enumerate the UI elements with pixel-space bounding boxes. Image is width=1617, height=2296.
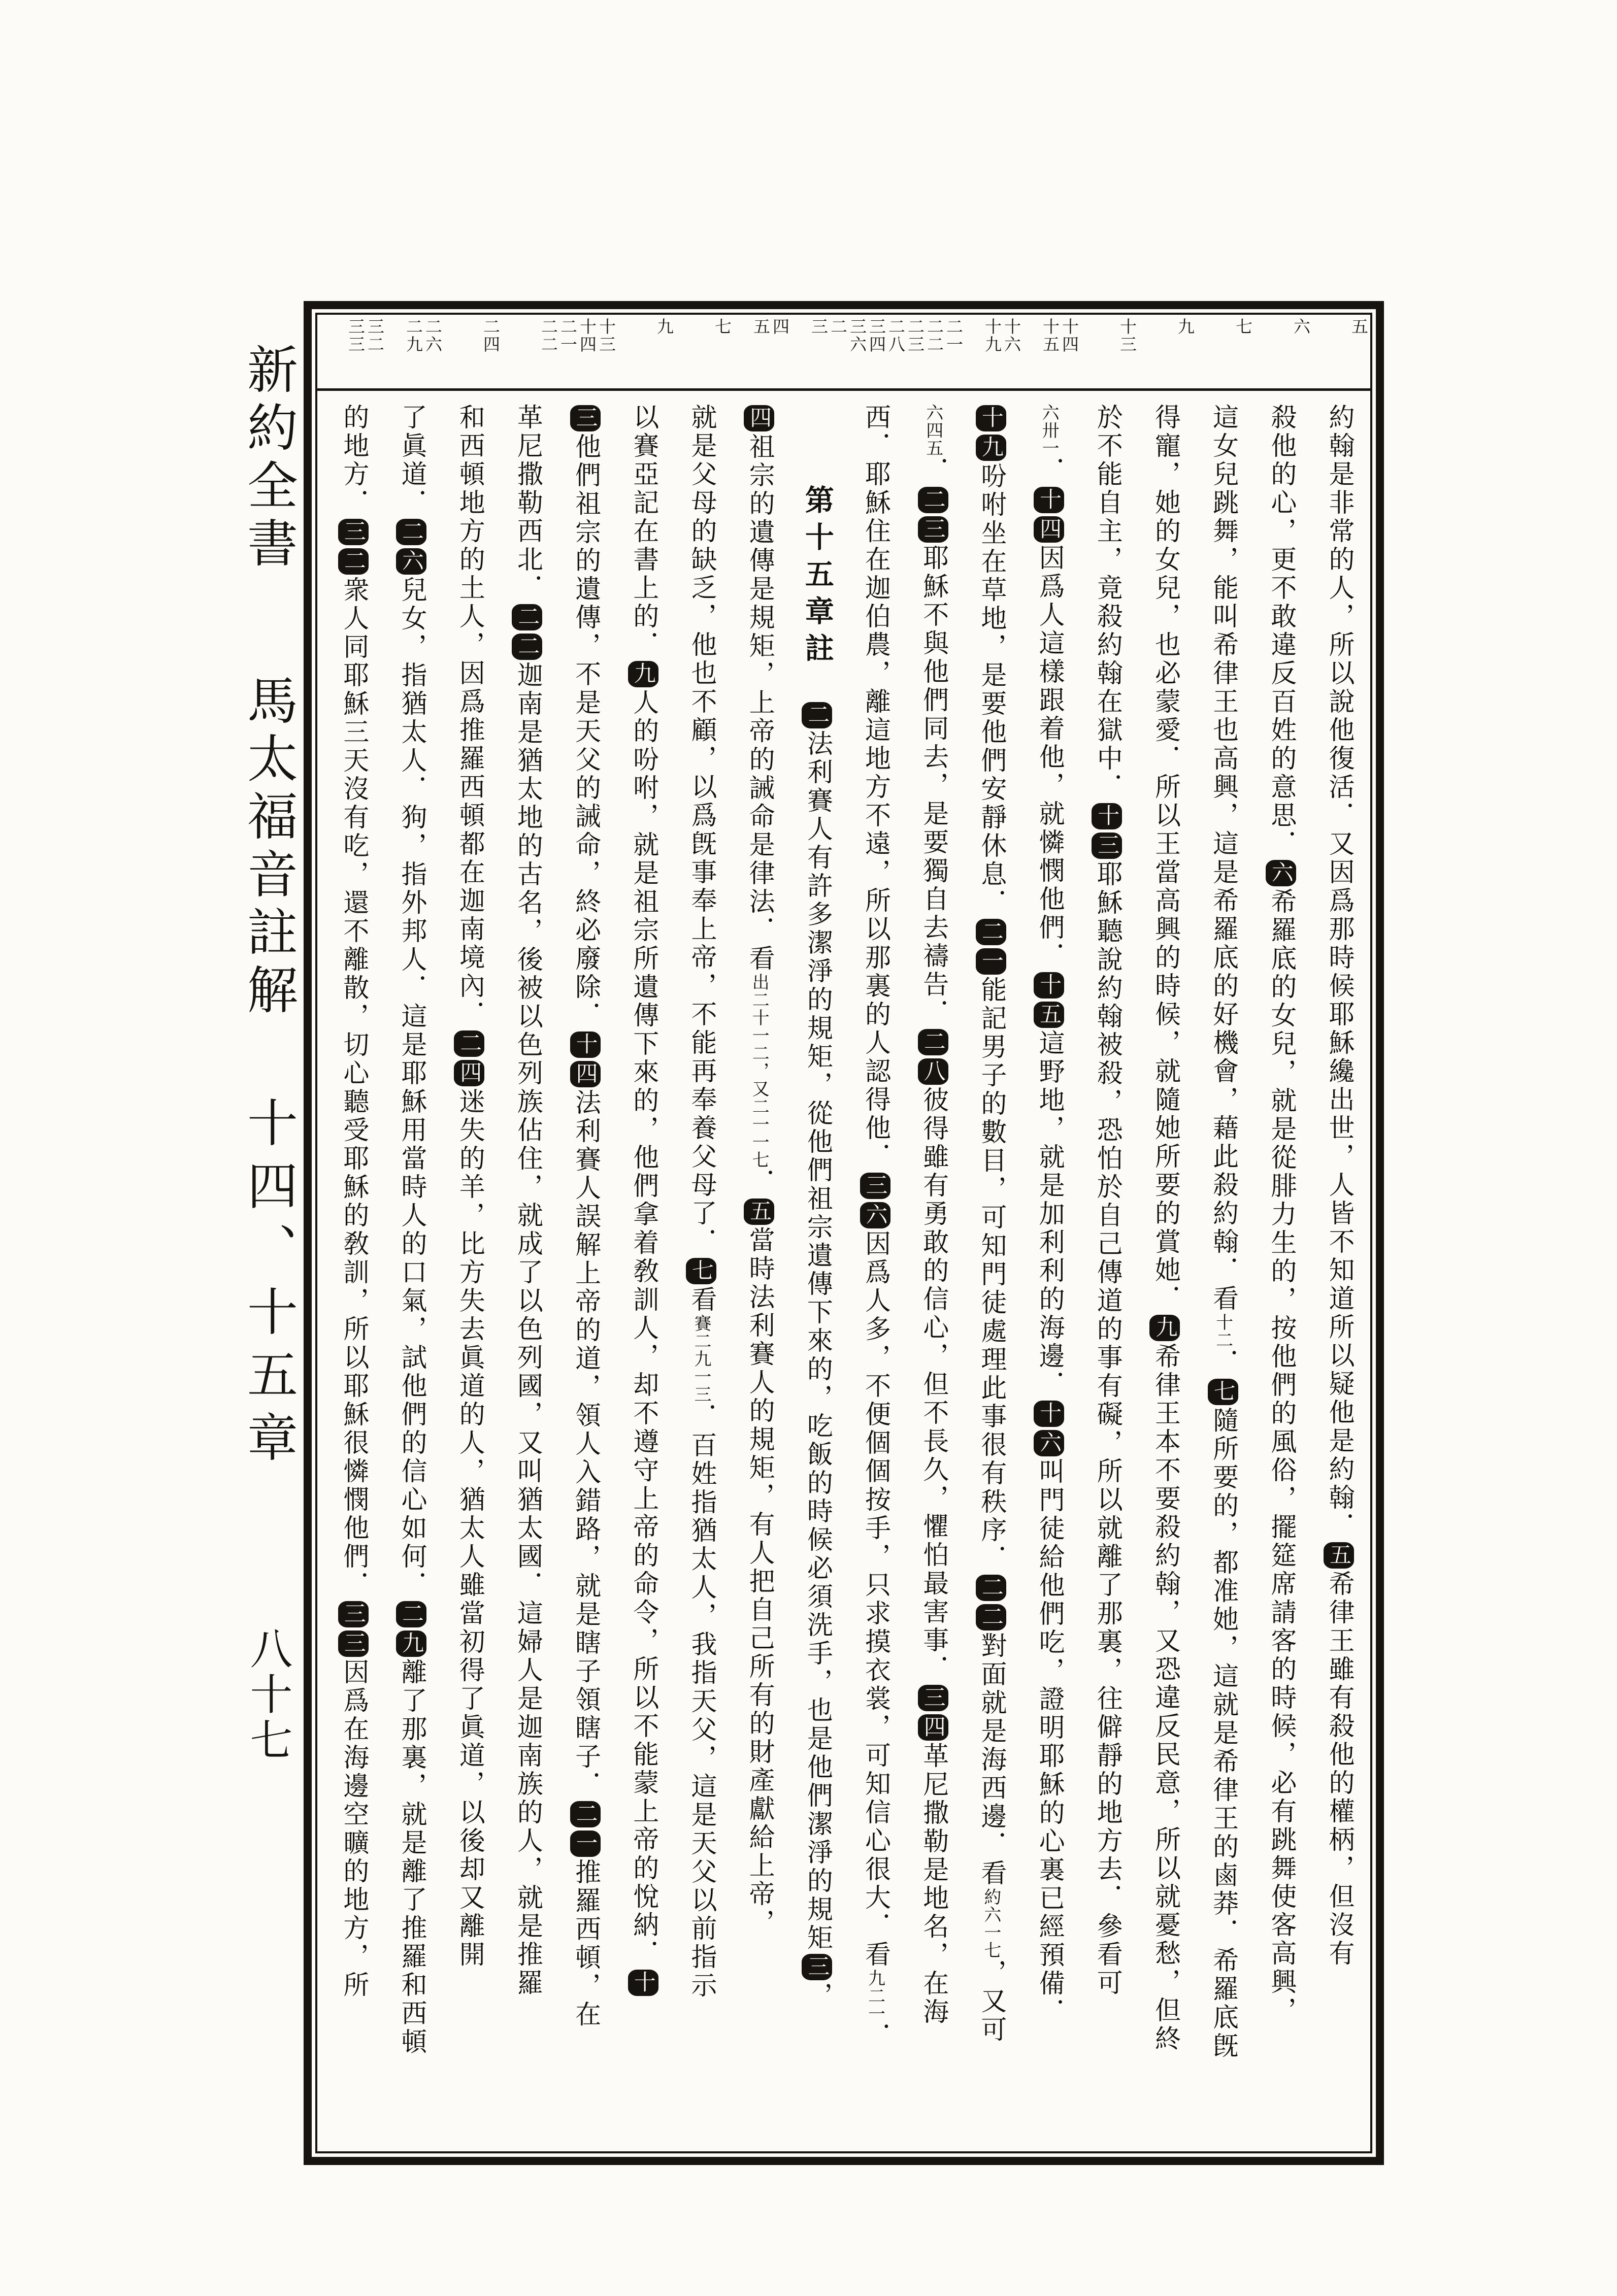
verse-header-cell — [1310, 318, 1368, 388]
verse-number-badge: 十 — [1034, 487, 1064, 513]
verse-header-number: 六 — [1291, 318, 1311, 336]
verse-number-badge: 六 — [1034, 1430, 1064, 1456]
commentary-column: 四祖宗的遺傳是規矩，上帝的誡命是律法．看出二十一二，又二一一七．五當時法利賽人的規矩，有人把自己所有的財產獻給上帝， — [744, 406, 775, 1937]
verse-number-badge: 三 — [570, 405, 601, 431]
verse-number-badge: 十 — [976, 405, 1006, 431]
verse-number-badge: 四 — [744, 405, 774, 431]
verse-number-badge: 二 — [512, 634, 542, 660]
commentary-column: 六四五．二三耶穌不與他們同去，是要獨自去禱告．二八彼得雖有勇敢的信心，但不長久，懼怕最害事．三四革尼撒勒是地名，在海 — [918, 404, 948, 2026]
verse-number-badge: 八 — [918, 1058, 948, 1085]
verse-header-number: 十三 — [597, 318, 616, 353]
verse-number-badge: 六 — [860, 1202, 890, 1228]
verse-header-cell — [558, 318, 616, 388]
verse-header-number: 十九 — [982, 318, 1002, 353]
verse-header-cell — [442, 318, 500, 388]
commentary-column: 革尼撒勒西北．二二迦南是猶太地的古名，後被以色列族佔住，就成了以色列國，又叫猶太國．這婦人是迦南族的人，就是推羅 — [512, 404, 543, 1998]
verse-number-badge: 三 — [918, 516, 948, 543]
verse-number-badge: 二 — [976, 1575, 1006, 1601]
commentary-column: 這女兒跳舞，能叫希律王也高興，這是希羅底的好機會，藉此殺約翰．看十二．七隨所要的，都准她，這就是希律王的鹵莽．希羅底旣 — [1208, 404, 1238, 2060]
cross-reference: 出二十一二，又二一一七 — [749, 973, 770, 1169]
commentary-column: 了眞道．二六兒女，指猶太人．狗，指外邦人．這是耶穌用當時人的口氣，試他們的信心如何．二九離了那裏，就是離了推羅和西頓 — [397, 404, 426, 2056]
verse-number-badge: 二 — [918, 1029, 948, 1055]
commentary-column: 以賽亞記在書上的．九人的吩咐，就是祖宗所遺傳下來的，他們拿着敎訓人，却不遵守上帝的命令，所以不能蒙上帝的悅納．十 — [628, 404, 658, 1995]
commentary-column: 於不能自主，竟殺約翰在獄中．十三耶穌聽說約翰被殺，恐怕於自己傳道的事有礙，所以就離了那裏，往僻靜的地方去．參看可 — [1092, 404, 1123, 1998]
verse-header-cell — [1137, 318, 1195, 388]
verse-header-cell — [905, 318, 963, 388]
verse-header-number: 二二 — [925, 318, 944, 353]
verse-number-badge: 三 — [1092, 833, 1122, 859]
cross-reference: 十二 — [1212, 1313, 1233, 1349]
verse-number-badge: 二 — [976, 919, 1006, 945]
chapter-range: 十四、十五章 — [239, 1096, 298, 1474]
verse-header-number: 九 — [1175, 318, 1195, 336]
verse-header-cell — [326, 318, 384, 388]
verse-header-row — [317, 315, 1370, 391]
series-title: 新約全書 — [239, 343, 298, 575]
commentary-column: 第十五章註二法利賽人有許多潔淨的規矩，從他們祖宗遺傳下來的，吃飯的時候必須洗手，也是他們潔淨的規矩三， — [800, 485, 835, 2010]
commentary-column: 就是父母的缺乏，他也不顧，以爲旣事奉上帝，不能再奉養父母了．七看賽二九一三．百姓指猶太人，我指天父，這是天父以前指示 — [686, 404, 716, 2000]
commentary-column: 六卅一．十四因爲人這樣跟着他，就憐憫他們．十五這野地，就是加利利的海邊．十六叫門徒給他們吃，證明耶穌的心裏已經預備． — [1034, 404, 1065, 2026]
verse-number-badge: 二 — [512, 604, 542, 630]
verse-header-number: 十四 — [577, 318, 597, 353]
verse-number-badge: 三 — [338, 1601, 369, 1627]
verse-number-badge: 九 — [976, 435, 1006, 461]
verse-number-badge: 五 — [1324, 1542, 1354, 1569]
chapter-heading: 第十五章註 — [800, 485, 835, 670]
verse-number-badge: 二 — [976, 1604, 1006, 1631]
verse-header-number: 五 — [751, 318, 771, 336]
verse-number-badge: 四 — [570, 1061, 601, 1087]
verse-number-badge: 六 — [1266, 860, 1296, 886]
verse-number-badge: 十 — [570, 1031, 601, 1058]
commentary-columns — [317, 393, 1370, 2151]
verse-header-cell — [1195, 318, 1252, 388]
verse-number-badge: 二 — [396, 519, 426, 545]
verse-number-badge: 三 — [802, 1954, 832, 1980]
frame-inner-rule — [315, 313, 1372, 2153]
verse-header-number: 三二 — [365, 318, 385, 353]
verse-number-badge: 十 — [1034, 972, 1064, 999]
cross-reference: 六卅一 — [1039, 404, 1060, 457]
verse-header-number: 四 — [770, 318, 790, 336]
verse-header-number: 三三 — [346, 318, 366, 353]
commentary-column: 西．耶穌住在迦伯農，離這地方不遠，所以那裏的人認得他．三六因爲人多，不便個個按手，只求摸衣裳，可知信心很大．看九二一． — [860, 404, 890, 2051]
verse-number-badge: 九 — [1149, 1315, 1180, 1341]
verse-header-number: 五 — [1349, 318, 1369, 336]
verse-number-badge: 九 — [628, 661, 658, 687]
verse-number-badge: 七 — [686, 1258, 716, 1284]
verse-number-badge: 三 — [338, 1631, 369, 1657]
verse-number-badge: 四 — [918, 1714, 948, 1741]
margin-title-column — [235, 343, 300, 2069]
verse-header-number: 十三 — [1117, 318, 1137, 353]
verse-number-badge: 二 — [570, 1801, 601, 1827]
book-title: 馬太福音註解 — [239, 674, 298, 1021]
verse-header-cell — [616, 318, 674, 388]
commentary-column: 殺他的心，更不敢違反百姓的意思．六希羅底的女兒，就是從腓力生的，按他們的風俗，擺筵席請客的時候，必有跳舞使客高興， — [1266, 404, 1296, 2025]
verse-number-badge: 四 — [454, 1060, 484, 1086]
verse-header-number: 二 — [828, 318, 848, 336]
verse-header-number: 二二 — [539, 318, 558, 353]
verse-header-number: 二六 — [423, 318, 443, 353]
verse-header-number: 二四 — [481, 318, 501, 353]
commentary-column: 和西頓地方的土人，因爲推羅西頓都在迦南境內．二四迷失的羊，比方失去眞道的人，猶太人雖當初得了眞道，以後却又離開 — [454, 404, 485, 1969]
verse-header-cell — [384, 318, 442, 388]
verse-number-badge: 三 — [918, 1685, 948, 1711]
verse-header-cell — [847, 318, 905, 388]
cross-reference: 約六一七 — [980, 1888, 1001, 1959]
verse-number-badge: 十 — [1092, 803, 1122, 829]
verse-header-cell — [1021, 318, 1079, 388]
commentary-column: 十九吩咐坐在草地，是要他們安靜休息．二一能記男子的數目，可知門徒處理此事很有秩序．二二對面就是海西邊．看約六一七，又可 — [976, 406, 1006, 2044]
verse-header-cell — [732, 318, 789, 388]
verse-number-badge: 十 — [1034, 1401, 1064, 1427]
verse-number-badge: 五 — [744, 1199, 774, 1225]
verse-header-cell — [963, 318, 1021, 388]
verse-header-number: 十四 — [1060, 318, 1079, 353]
verse-header-number: 七 — [1233, 318, 1253, 336]
commentary-column: 約翰是非常的人，所以說他復活．又因爲那時候耶穌纔出世，人皆不知道所以疑他是約翰．五希律王雖有殺他的權柄，但沒有 — [1324, 404, 1354, 1968]
verse-number-badge: 二 — [454, 1030, 484, 1057]
commentary-column: 三他們祖宗的遺傳，不是天父的誡命，終必廢除．十四法利賽人誤解上帝的道，領人入錯路，就是瞎子領瞎子．二一推羅西頓，在 — [570, 406, 601, 2029]
verse-header-number: 二三 — [905, 318, 925, 353]
verse-header-number: 二一 — [944, 318, 964, 353]
page-number: 八十七 — [243, 1626, 293, 1763]
verse-number-badge: 十 — [628, 1970, 658, 1996]
verse-header-cell — [1079, 318, 1137, 388]
cross-reference: 九二一 — [865, 1969, 885, 2022]
cross-reference: 賽二九一三 — [690, 1314, 711, 1403]
verse-number-badge: 九 — [396, 1631, 426, 1657]
verse-header-number: 三六 — [847, 318, 867, 353]
verse-header-number: 二八 — [886, 318, 906, 353]
verse-header-number: 二九 — [404, 318, 423, 353]
verse-number-badge: 四 — [1034, 516, 1064, 543]
verse-number-badge: 六 — [396, 548, 426, 575]
verse-number-badge: 五 — [1034, 1002, 1064, 1028]
verse-header-number: 十五 — [1040, 318, 1060, 353]
verse-header-cell — [789, 318, 847, 388]
commentary-column: 得寵，她的女兒，也必蒙愛．所以王當高興的時候，就隨她所要的賞她．九希律王本不要殺約翰，又恐違反民意，所以就憂愁，但終 — [1150, 404, 1180, 2053]
verse-header-number: 二一 — [558, 318, 578, 353]
verse-number-badge: 一 — [976, 948, 1006, 975]
verse-number-badge: 三 — [860, 1173, 890, 1199]
verse-header-number: 七 — [712, 318, 732, 336]
verse-number-badge: 三 — [338, 519, 369, 545]
verse-number-badge: 二 — [918, 487, 948, 513]
verse-header-number: 三四 — [867, 318, 886, 353]
verse-header-cell — [674, 318, 732, 388]
verse-header-cell — [500, 318, 558, 388]
verse-number-badge: 一 — [570, 1831, 601, 1857]
text-frame — [304, 301, 1384, 2165]
verse-number-badge: 七 — [1208, 1379, 1238, 1405]
verse-number-badge: 二 — [802, 702, 832, 728]
verse-header-number: 三 — [809, 318, 829, 336]
verse-header-number: 十六 — [1002, 318, 1021, 353]
verse-number-badge: 二 — [396, 1601, 426, 1627]
commentary-column: 的地方．三二衆人同耶穌三天沒有吃，還不離散，切心聽受耶穌的敎訓，所以耶穌很憐憫他們．三三因爲在海邊空曠的地方，所 — [338, 404, 369, 2000]
verse-number-badge: 二 — [338, 548, 369, 575]
cross-reference: 六四五 — [922, 404, 943, 457]
verse-header-number: 九 — [654, 318, 674, 336]
verse-header-cell — [1252, 318, 1310, 388]
